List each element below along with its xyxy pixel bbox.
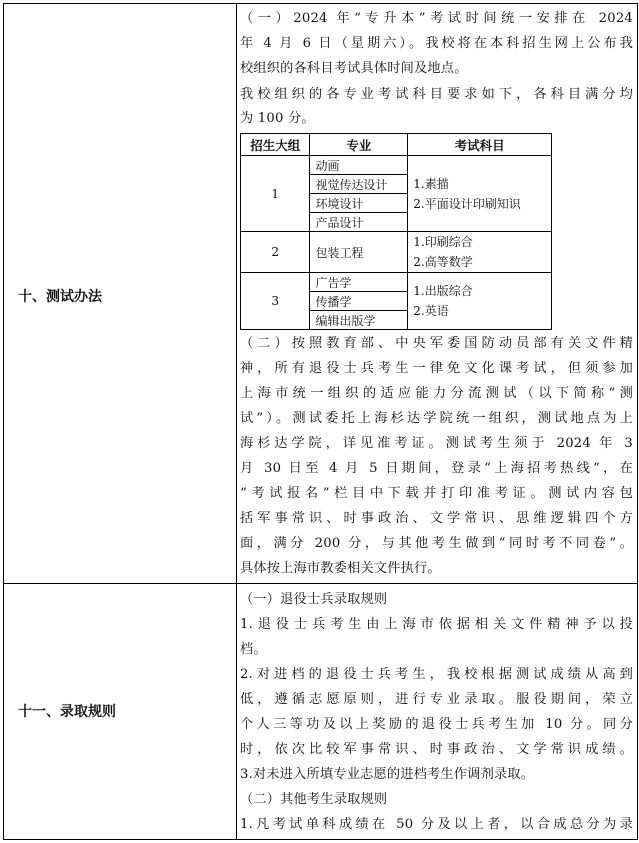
para-line: （二）按照教育部、中央军委国防动员部有关文件精	[240, 336, 633, 351]
major-cell: 编辑出版学	[310, 311, 408, 330]
para-line: 神，所有退役士兵考生一律免文化课考试，但须参加	[240, 361, 633, 376]
para-line: 面，满分 200 分，与其他考生做到“同时考不同卷”。	[240, 536, 633, 551]
para-line: 2.对进档的退役士兵考生，我校根据测试成绩从高到	[240, 667, 633, 682]
section-label-testing: 十、测试办法	[18, 289, 102, 305]
para-line: 月 30 日至 4 月 5 日期间，登录“上海招考热线”，在	[240, 461, 633, 476]
para-line: 上海市统一组织的适应能力分流测试（以下简称“测	[240, 386, 633, 401]
major-cell: 传播学	[310, 292, 408, 311]
header-group: 招生大组	[241, 134, 310, 156]
para-line: 具体按上海市教委相关文件执行。	[240, 561, 441, 576]
header-major: 专业	[310, 134, 408, 156]
subjects-cell	[408, 156, 552, 232]
subject-item: 1.出版综合	[413, 284, 473, 298]
column-divider	[236, 3, 237, 840]
para-line: 3.对未进入所填专业志愿的进档考生作调剂录取。	[240, 767, 535, 782]
para-line: 时，依次比较军事常识、时事政治、文学常识成绩。	[240, 742, 633, 757]
para-line: 试”）。测试委托上海杉达学院统一组织，测试地点为上	[240, 411, 633, 426]
subject-item: 2.平面设计印刷知识	[413, 196, 521, 211]
para-line: （二）其他考生录取规则	[240, 792, 388, 807]
frame-bottom-border	[3, 839, 637, 840]
para-line: 低，遵循志愿原则，进行专业录取。服役期间，荣立	[240, 692, 633, 707]
table-header-row	[241, 134, 552, 156]
section-label-admission: 十一、录取规则	[18, 704, 116, 720]
subject-item: 1.印刷综合	[413, 235, 473, 249]
subject-item: 2.高等数学	[413, 255, 473, 269]
major-cell: 视觉传达设计	[310, 175, 408, 194]
para-line: 海杉达学院，详见准考证。测试考生须于 2024 年 3	[240, 436, 633, 451]
para-line: （一）2024 年“专升本”考试时间统一安排在 2024	[240, 11, 633, 26]
group-id: 3	[241, 273, 310, 330]
subject-item: 1.素描	[413, 176, 449, 191]
para-line: 档。	[240, 642, 267, 657]
table-row	[241, 156, 552, 175]
para-line: 括军事常识、时事政治、文学常识、思维逻辑四个方	[240, 511, 633, 526]
frame-left-border	[3, 3, 4, 840]
para-line: 为 100 分。	[240, 111, 315, 126]
major-cell: 产品设计	[310, 213, 408, 232]
section-divider	[3, 583, 637, 584]
group-id: 1	[241, 156, 310, 232]
subject-item: 2.英语	[413, 304, 449, 318]
table-row	[241, 232, 552, 273]
para-line: 1.凡考试单科成绩在 50 分及以上者，以合成总分为录	[240, 817, 633, 832]
para-line: “考试报名”栏目中下载并打印准考证。测试内容包	[240, 486, 633, 501]
subjects-cell	[408, 232, 552, 273]
frame-right-border	[637, 3, 638, 840]
para-line: （一）退役士兵录取规则	[240, 592, 388, 607]
para-line: 个人三等功及以上奖励的退役士兵考生加 10 分。同分	[240, 717, 633, 732]
major-cell: 广告学	[310, 273, 408, 292]
table-row	[241, 273, 552, 292]
para-line: 校组织的各科目考试具体时间及地点。	[240, 61, 468, 76]
exam-subjects-table	[240, 133, 552, 330]
header-subjects: 考试科目	[408, 134, 552, 156]
para-line: 我校组织的各专业考试科目要求如下，各科目满分均	[240, 87, 633, 102]
frame-top-border	[3, 3, 637, 4]
para-line: 年 4 月 6 日（星期六）。我校将在本科招生网上公布我	[240, 36, 633, 51]
para-line: 1.退役士兵考生由上海市依据相关文件精神予以投	[240, 617, 633, 632]
group-id: 2	[241, 232, 310, 273]
major-cell: 包装工程	[310, 232, 408, 273]
major-cell: 动画	[310, 156, 408, 175]
major-cell: 环境设计	[310, 194, 408, 213]
subjects-cell	[408, 273, 552, 330]
